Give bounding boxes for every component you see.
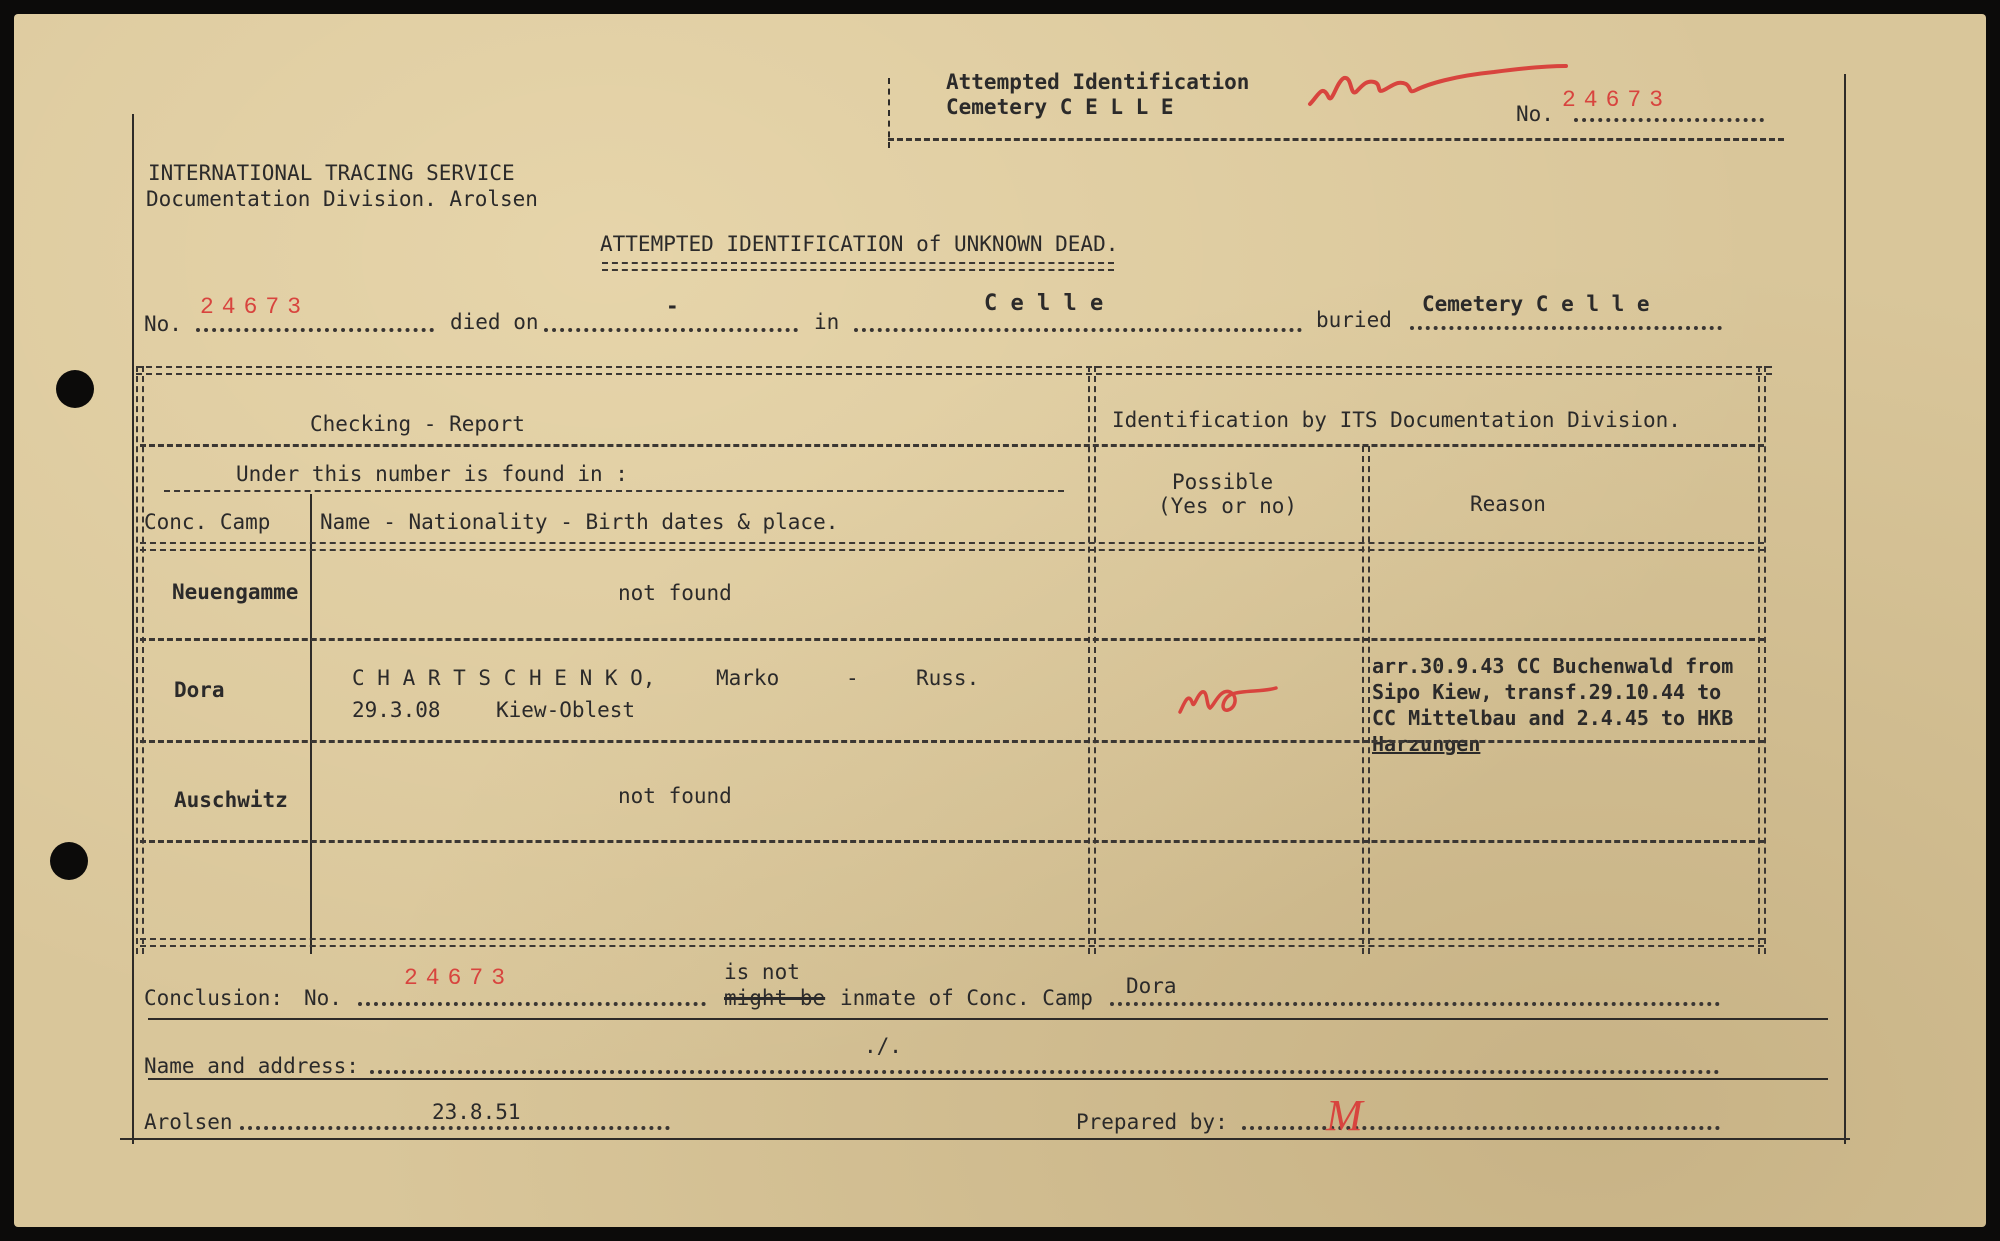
- col-reason-header: Reason: [1470, 492, 1546, 516]
- buried-dots: [1410, 326, 1722, 330]
- col-possible-header-1: Possible: [1172, 470, 1274, 494]
- table-top-rule: [136, 366, 1772, 375]
- footer-date: 23.8.51: [432, 1100, 521, 1124]
- header-bottom-rule: [140, 542, 1764, 551]
- conclusion-no-value: 24673: [404, 965, 514, 991]
- stamp-line1: Attempted Identification: [946, 70, 1250, 94]
- heading-rule: [140, 444, 1764, 447]
- conclusion-camp-dots: [1110, 1002, 1720, 1006]
- row2-reason-line2: Sipo Kiew, transf.29.10.44 to: [1372, 680, 1722, 704]
- row2-reason-line3: CC Mittelbau and 2.4.45 to HKB: [1372, 706, 1734, 730]
- found-in-label: Under this number is found in :: [236, 462, 628, 486]
- col-possible-header-2: (Yes or no): [1158, 494, 1298, 518]
- table-mid-rule: [1088, 366, 1096, 954]
- checking-report-heading: Checking - Report: [310, 412, 525, 436]
- tracing-card: [14, 14, 1986, 1227]
- row1-camp: Neuengamme: [172, 580, 299, 604]
- conclusion-is-not: is not: [724, 960, 800, 984]
- name-address-label: Name and address:: [144, 1054, 359, 1078]
- table-right-rule: [1758, 366, 1766, 954]
- in-label: in: [814, 310, 840, 334]
- conclusion-label: Conclusion:: [144, 986, 284, 1010]
- died-label: died on: [450, 310, 539, 334]
- row3-camp: Auschwitz: [174, 788, 288, 812]
- row2-bottom-rule: [140, 740, 1764, 743]
- conclusion-inmate-text: inmate of Conc. Camp: [840, 986, 1093, 1010]
- conclusion-no-label: No.: [304, 986, 342, 1010]
- stamp-bottom-rule: [888, 138, 1784, 141]
- buried-label: buried: [1316, 308, 1392, 332]
- row2-birthdate: 29.3.08: [352, 698, 441, 722]
- row2-nationality: Russ.: [916, 666, 980, 690]
- org-division: Documentation Division. Arolsen: [146, 187, 538, 211]
- bottom-border: [120, 1138, 1850, 1140]
- identification-heading: Identification by ITS Documentation Division.: [1112, 408, 1681, 432]
- in-value: C e l l e: [984, 291, 1104, 316]
- name-address-dots: [370, 1070, 1720, 1074]
- row1-name: not found: [618, 581, 732, 605]
- col-camp-header: Conc. Camp: [144, 510, 271, 534]
- form-title: ATTEMPTED IDENTIFICATION of UNKNOWN DEAD.: [600, 232, 1119, 256]
- col-name-header: Name - Nationality - Birth dates & place.: [320, 510, 839, 534]
- stamp-line2: Cemetery C E L L E: [946, 95, 1174, 119]
- org-name: INTERNATIONAL TRACING SERVICE: [148, 161, 515, 185]
- row2-possible-handwritten: [1174, 674, 1284, 724]
- found-in-rule: [164, 490, 1064, 492]
- name-address-rule: [148, 1078, 1828, 1080]
- died-value: -: [666, 294, 679, 318]
- row2-reason-line4: Harzungen: [1372, 732, 1481, 756]
- died-dots: [544, 328, 798, 332]
- row3-bottom-rule: [140, 840, 1764, 843]
- no-value: 24673: [200, 294, 310, 320]
- punch-hole-top: [56, 370, 94, 408]
- row2-birthplace: Kiew-Oblest: [496, 698, 636, 722]
- row1-bottom-rule: [140, 638, 1764, 641]
- stamp-no-dots: [1574, 118, 1764, 122]
- table-bottom-rule: [140, 938, 1764, 947]
- row2-surname: C H A R T S C H E N K O,: [352, 666, 656, 690]
- conclusion-rule: [148, 1018, 1828, 1020]
- conclusion-no-dots: [358, 1002, 706, 1006]
- no-dots: [196, 328, 434, 332]
- prepared-by-dots: [1242, 1126, 1720, 1130]
- title-underline: [602, 262, 1114, 271]
- table-left-rule: [136, 366, 144, 954]
- prepared-by-initial: M: [1326, 1091, 1363, 1140]
- footer-place: Arolsen: [144, 1110, 233, 1134]
- in-dots: [854, 328, 1302, 332]
- conclusion-might-be-struck: might be: [724, 986, 826, 1010]
- stamp-no-value: 24673: [1562, 87, 1672, 113]
- table-possible-rule: [1362, 446, 1370, 954]
- right-border: [1844, 74, 1846, 1144]
- row2-dash: -: [846, 666, 859, 690]
- left-border: [132, 114, 134, 1144]
- table-camp-rule: [310, 494, 312, 954]
- conclusion-camp-value: Dora: [1126, 974, 1177, 998]
- buried-value: Cemetery C e l l e: [1422, 292, 1650, 316]
- row3-name: not found: [618, 784, 732, 808]
- stamp-no-label: No.: [1516, 102, 1554, 126]
- row2-reason-line1: arr.30.9.43 CC Buchenwald from: [1372, 654, 1734, 678]
- punch-hole-bottom: [50, 842, 88, 880]
- no-label: No.: [144, 312, 182, 336]
- name-address-value: ./.: [864, 1034, 902, 1058]
- row2-camp: Dora: [174, 678, 225, 702]
- prepared-by-label: Prepared by:: [1076, 1110, 1228, 1134]
- footer-date-dots: [240, 1126, 670, 1130]
- row2-firstname: Marko: [716, 666, 780, 690]
